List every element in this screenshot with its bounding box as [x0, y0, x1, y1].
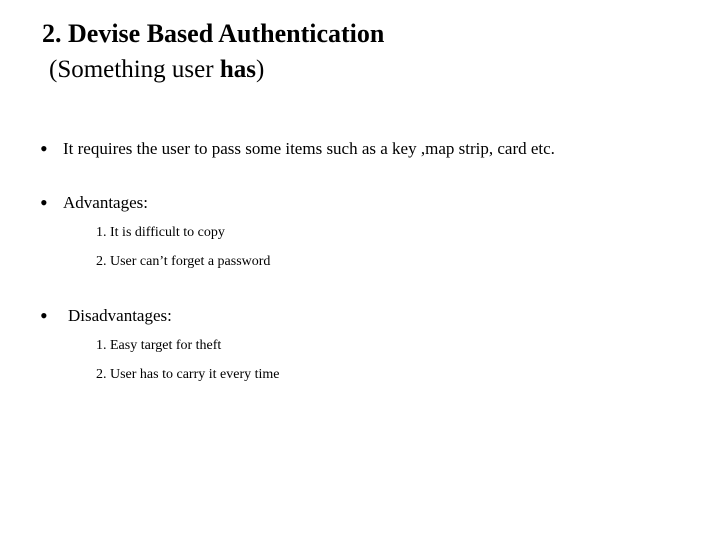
disadvantage-item: 1. Easy target for theft [96, 338, 222, 353]
bullet-marker: • [40, 303, 48, 328]
slide-subtitle [49, 54, 264, 86]
subtitle-suffix: ) [255, 56, 265, 83]
bullet-text-disadvantages: Disadvantages: [68, 306, 172, 325]
bullet-text-advantages: Advantages: [63, 193, 148, 212]
bullet-marker: • [40, 190, 48, 215]
bullet-text-requirement: It requires the user to pass some items such as a key ,map strip, card etc. [63, 139, 555, 158]
slide-title: 2. Devise Based Authentication [42, 19, 385, 48]
bullet-marker: • [40, 136, 48, 161]
subtitle-emphasis: has [219, 56, 256, 83]
subtitle-prefix: (Something user [49, 56, 220, 83]
disadvantage-item: 2. User has to carry it every time [96, 367, 280, 382]
advantage-item: 2. User can’t forget a password [96, 254, 271, 269]
advantage-item: 1. It is difficult to copy [96, 225, 225, 240]
